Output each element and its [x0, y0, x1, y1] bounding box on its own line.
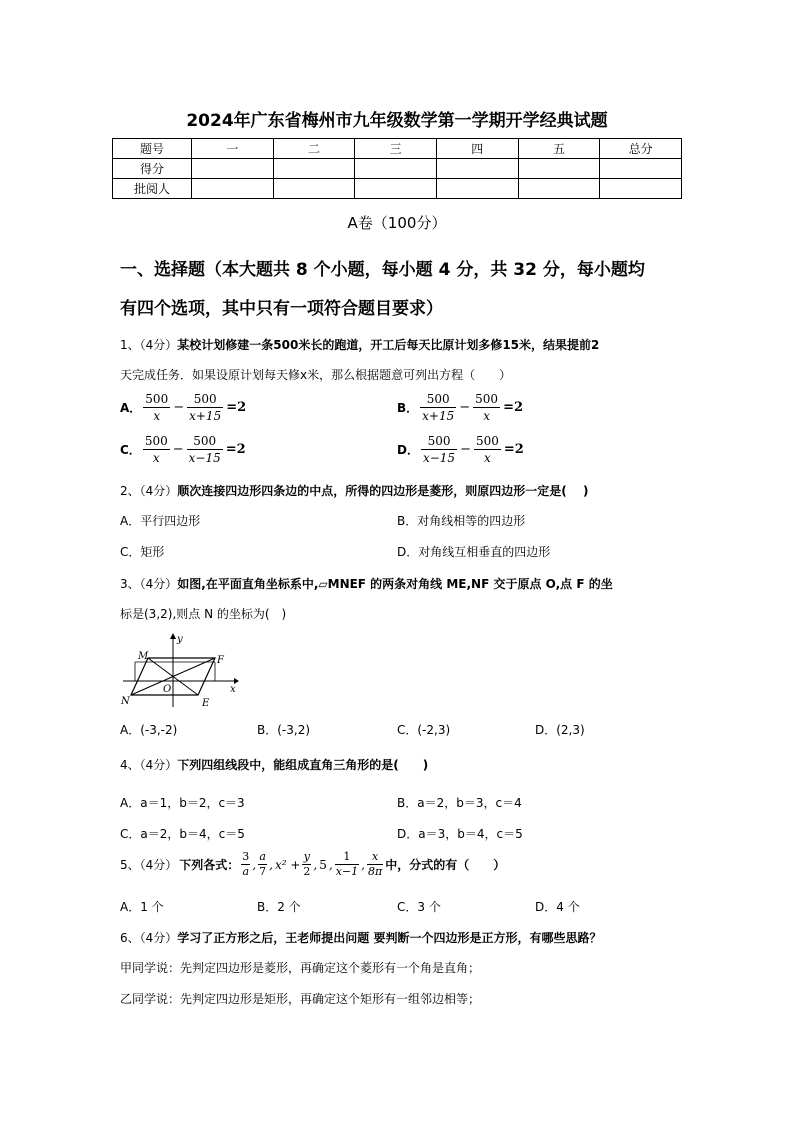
q1-line2: 天完成任务．如果设原计划每天修x米，那么根据题意可列出方程（ ） [120, 368, 512, 382]
score-cell [600, 179, 682, 199]
q3-option-b[interactable]: B．(-3,2) [257, 723, 311, 737]
q2-text: 顺次连接四边形四条边的中点，所得的四边形是菱形，则原四边形一定是( ) [177, 484, 589, 498]
q5-option-d[interactable]: D．4 个 [535, 900, 580, 914]
q1-option-a[interactable]: A． $\frac{500}{x}$ − $\frac{500}{x+15}$ =2 [120, 392, 247, 423]
score-cell [436, 179, 518, 199]
q1-text-line1: 某校计划修建一条500米长的跑道，开工后每天比原计划多修15米，结果提前2 [177, 338, 600, 352]
q4-line [120, 756, 428, 773]
score-table [112, 138, 682, 199]
score-cell [192, 159, 274, 179]
part1-heading-line1: 一、选择题（本大题共 8 个小题，每小题 4 分，共 32 分，每小题均 [120, 260, 645, 280]
score-table-row [113, 179, 682, 199]
score-table-row [113, 159, 682, 179]
q1-option-b[interactable]: B． $\frac{500}{x+15}$ − $\frac{500}{x}$ =2 [397, 392, 524, 423]
q6-line-jia: 甲同学说：先判定四边形是菱形，再确定这个菱形有一个角是直角； [120, 961, 481, 975]
q4-option-d[interactable]: D．a＝3，b＝4，c＝5 [397, 827, 523, 841]
q4-option-a[interactable]: A．a＝1，b＝2，c＝3 [120, 796, 245, 810]
fraction: $\frac{y}{2}$ [303, 850, 311, 878]
q2-option-a[interactable]: A．平行四边形 [120, 514, 201, 528]
x-axis-label: x [230, 684, 236, 695]
exam-title: 2024年广东省梅州市九年级数学第一学期开学经典试题 [186, 111, 608, 131]
q5-option-a[interactable]: A．1 个 [120, 900, 164, 914]
q1-option-label: C． [120, 443, 141, 457]
q4-prefix: 4、（4分） [120, 758, 178, 772]
score-row-label: 批阅人 [113, 179, 192, 199]
score-cell [273, 159, 355, 179]
point-n-label: N [121, 696, 130, 707]
score-header-cell: 一 [192, 139, 274, 159]
q5-option-c[interactable]: C．3 个 [397, 900, 441, 914]
score-header-cell: 五 [518, 139, 600, 159]
q1-line1 [120, 336, 599, 353]
fraction: $\frac{500}{x}$ [475, 392, 499, 423]
point-m-label: M [138, 651, 149, 662]
score-header-cell: 三 [355, 139, 437, 159]
part1-heading-line2: 有四个选项，其中只有一项符合题目要求） [120, 299, 443, 319]
q5-tail: 中，分式的有（ ） [385, 858, 506, 872]
q4-option-c[interactable]: C．a＝2，b＝4，c＝5 [120, 827, 245, 841]
fraction: $\frac{500}{x-15}$ [188, 434, 221, 465]
fraction: $\frac{500}{x}$ [475, 434, 499, 465]
fraction: $\frac{1}{x-1}$ [335, 850, 359, 878]
q2-prefix: 2、（4分） [120, 484, 178, 498]
q5-option-b[interactable]: B．2 个 [257, 900, 301, 914]
score-header-cell: 二 [273, 139, 355, 159]
q6-prefix: 6、（4分） [120, 931, 178, 945]
q1-prefix: 1、（4分） [120, 338, 178, 352]
q1-option-c[interactable]: C． $\frac{500}{x}$ − $\frac{500}{x-15}$ =2 [120, 434, 246, 465]
fraction: $\frac{3}{a}$ [242, 850, 250, 878]
score-cell [518, 159, 600, 179]
q5-line: 5、（4分） 下列各式： $\frac{3}{a}$ , $\frac{a}{7}$ , x² + $\frac{y}{2}$ , 5 , $\frac{1}{x-1}$ , $\frac{x}{8\pi}$ 中，分式的有（ ） [120, 850, 506, 878]
fraction: $\frac{500}{x+15}$ [422, 392, 455, 423]
point-f-label: F [217, 655, 224, 666]
q1-option-label: A． [120, 401, 142, 415]
q3-option-a[interactable]: A．(-3,-2) [120, 723, 178, 737]
q6-line [120, 929, 601, 946]
y-axis-label: y [177, 634, 183, 645]
score-header-cell: 题号 [113, 139, 192, 159]
score-cell [436, 159, 518, 179]
score-table-header-row [113, 139, 682, 159]
q2-option-c[interactable]: C．矩形 [120, 545, 165, 559]
q2-option-b[interactable]: B．对角线相等的四边形 [397, 514, 526, 528]
fraction: $\frac{500}{x}$ [145, 392, 169, 423]
score-row-label: 得分 [113, 159, 192, 179]
q6-text: 学习了正方形之后，王老师提出问题 要判断一个四边形是正方形，有哪些思路？ [177, 931, 602, 945]
score-cell [600, 159, 682, 179]
section-a-title: A卷（100分） [347, 214, 447, 232]
q4-option-b[interactable]: B．a＝2，b＝3，c＝4 [397, 796, 522, 810]
point-e-label: E [202, 698, 210, 709]
q5-lead: 下列各式： [179, 858, 240, 872]
score-cell [355, 179, 437, 199]
fraction: $\frac{x}{8\pi}$ [367, 850, 383, 878]
q4-text: 下列四组线段中，能组成直角三角形的是( ) [177, 758, 429, 772]
fraction: $\frac{500}{x+15}$ [189, 392, 222, 423]
q3-coordinate-figure [118, 630, 243, 710]
score-header-cell: 四 [436, 139, 518, 159]
q6-line-yi: 乙同学说：先判定四边形是矩形，再确定这个矩形有一组邻边相等； [120, 992, 481, 1006]
fraction: $\frac{a}{7}$ [259, 850, 267, 878]
q3-text-line1: 如图,在平面直角坐标系中,▱MNEF 的两条对角线 ME,NF 交于原点 O,点 F 的坐 [177, 577, 613, 591]
score-cell [192, 179, 274, 199]
score-cell [273, 179, 355, 199]
fraction: $\frac{500}{x}$ [144, 434, 168, 465]
q1-option-d[interactable]: D． $\frac{500}{x-15}$ − $\frac{500}{x}$ =2 [397, 434, 524, 465]
q3-line2: 标是(3,2),则点 N 的坐标为( ) [120, 607, 287, 621]
fraction: $\frac{500}{x-15}$ [422, 434, 456, 465]
origin-o-label: O [163, 684, 172, 695]
q1-option-label: D． [397, 443, 419, 457]
x-squared-term: x² + [274, 857, 301, 872]
y-axis-arrow [170, 633, 176, 639]
q3-line1 [120, 575, 613, 592]
q3-option-c[interactable]: C．(-2,3) [397, 723, 451, 737]
q5-prefix: 5、（4分） [120, 858, 178, 872]
q1-option-label: B． [397, 401, 419, 415]
q3-prefix: 3、（4分） [120, 577, 178, 591]
q3-option-d[interactable]: D．(2,3) [535, 723, 585, 737]
score-cell [355, 159, 437, 179]
score-cell [518, 179, 600, 199]
score-header-cell: 总分 [600, 139, 682, 159]
q2-line [120, 482, 588, 499]
q2-option-d[interactable]: D．对角线互相垂直的四边形 [397, 545, 551, 559]
